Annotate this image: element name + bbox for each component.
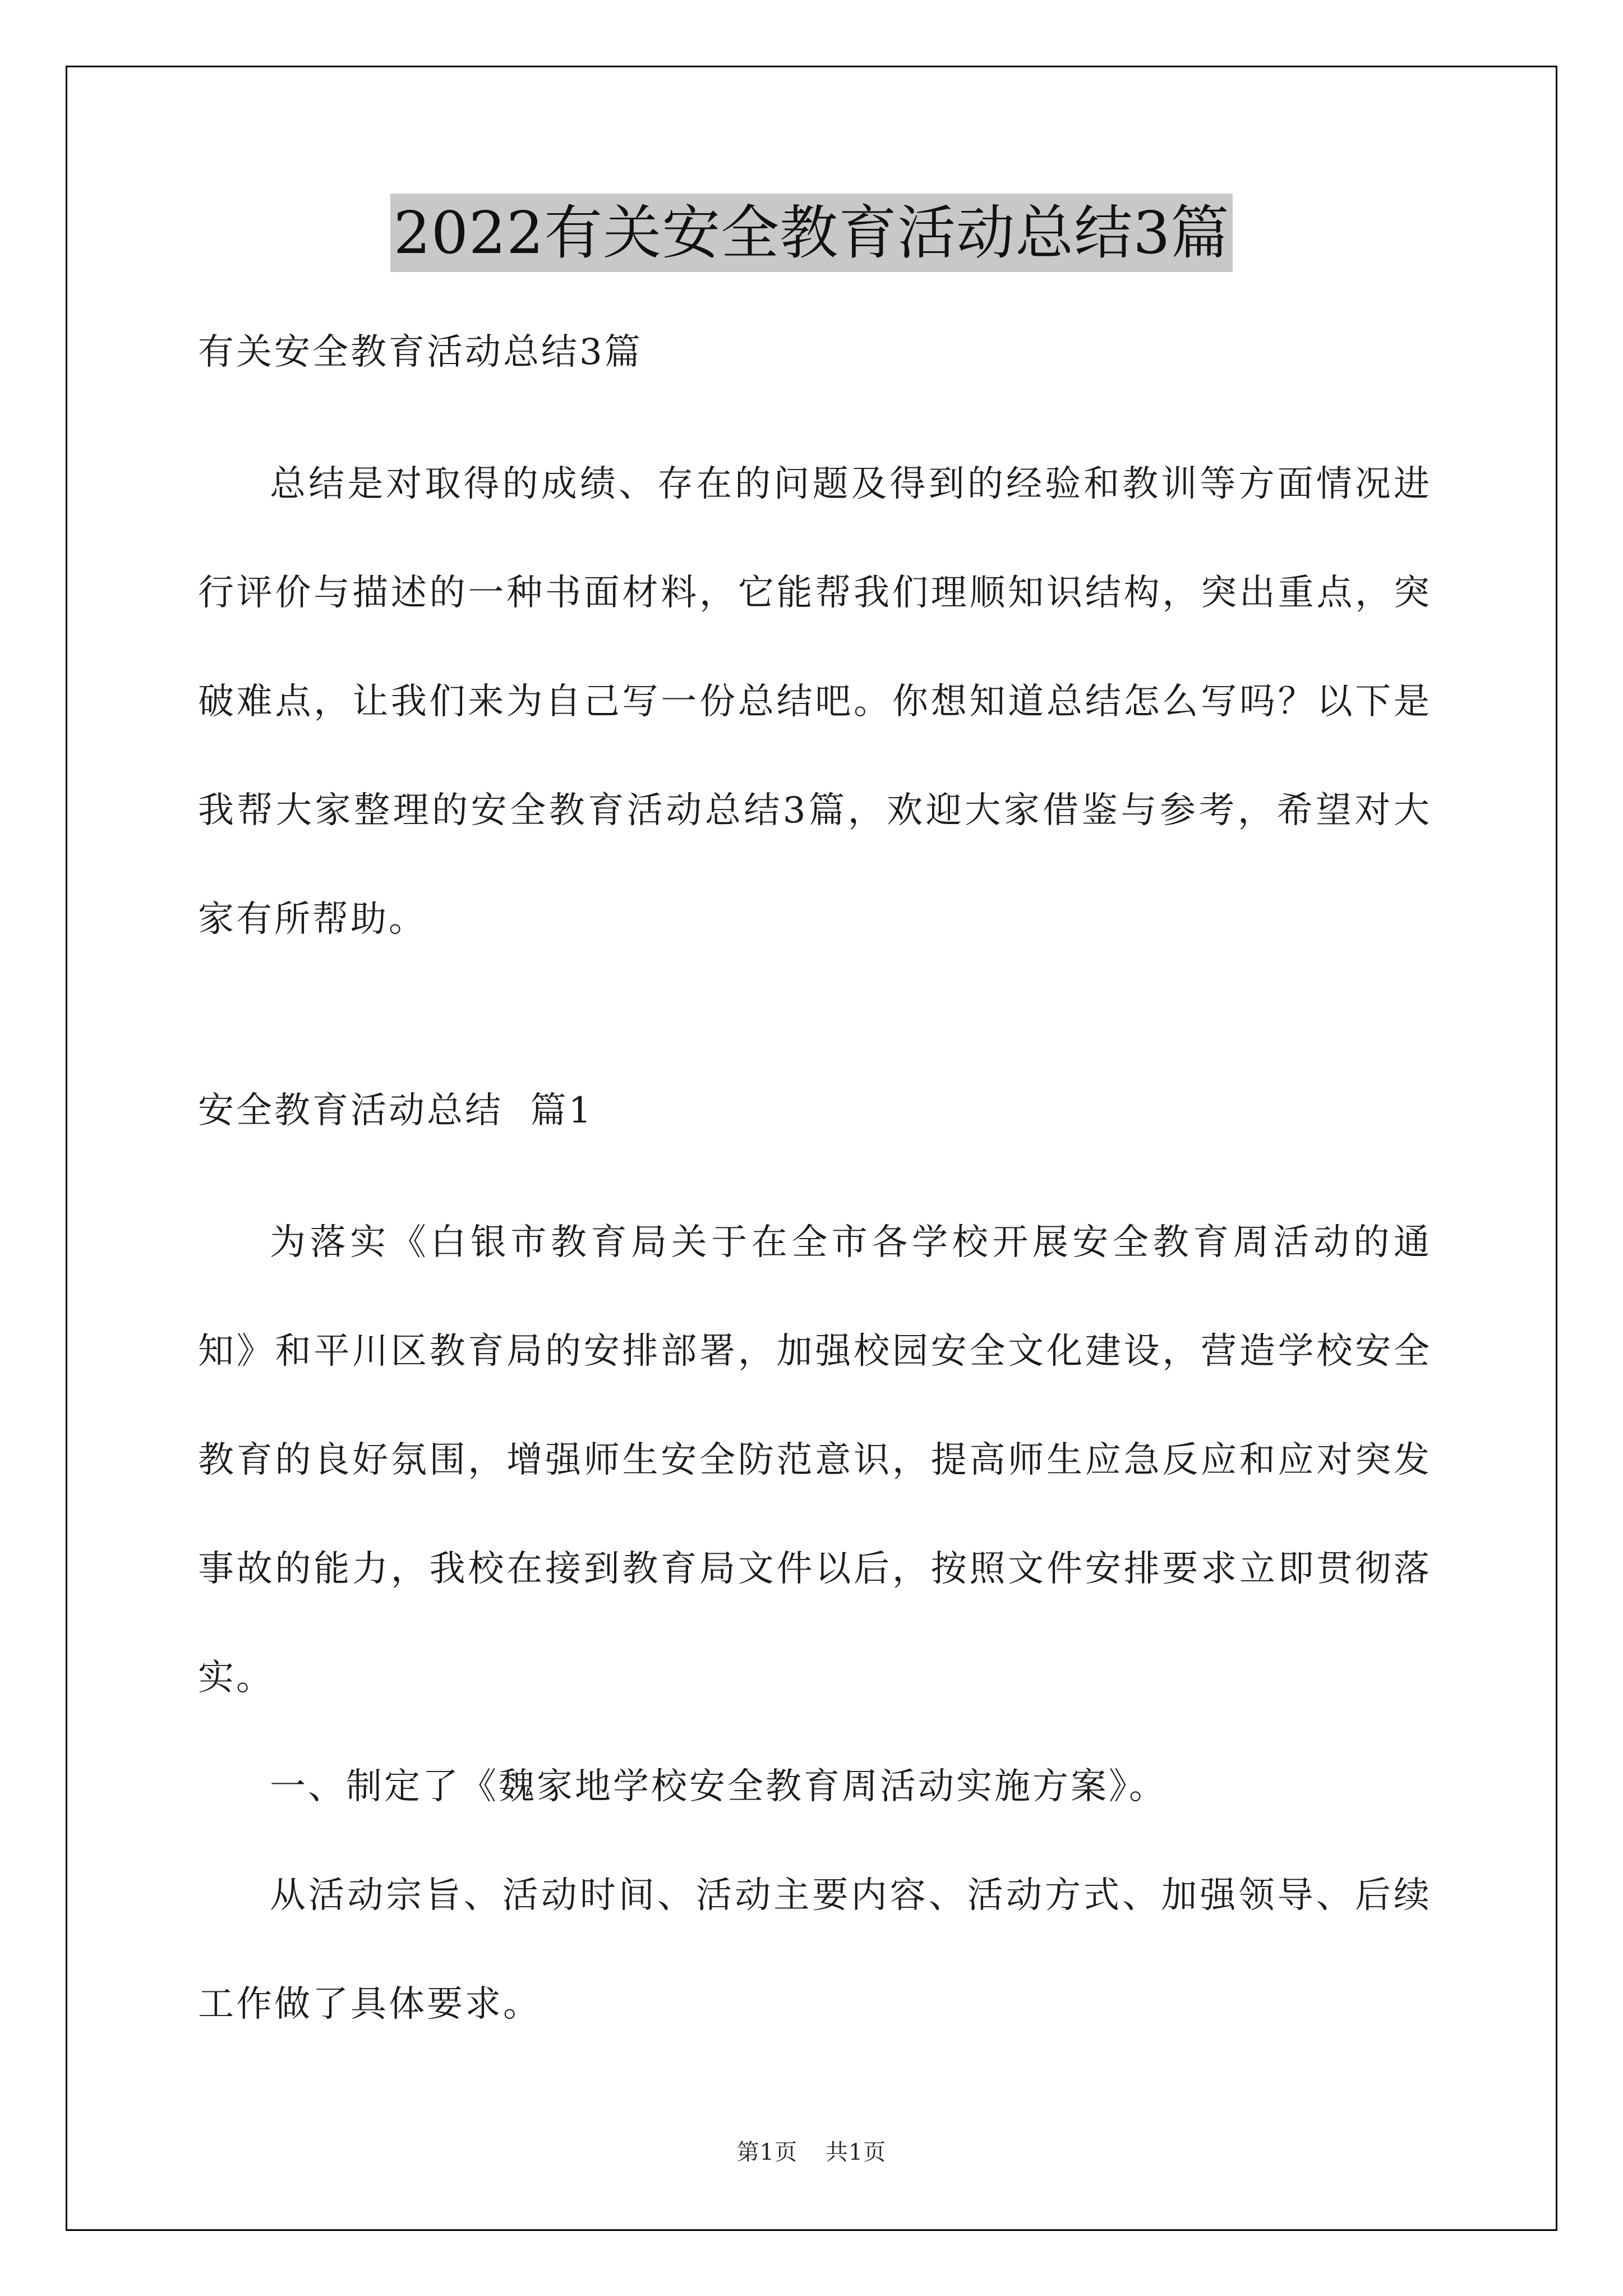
title-container bbox=[0, 194, 1623, 272]
section-paragraph: 一、制定了《魏家地学校安全教育周活动实施方案》。 bbox=[270, 1766, 1167, 1807]
page-number-total: 共1页 bbox=[825, 2139, 887, 2165]
section1-body bbox=[198, 1188, 1432, 2059]
subtitle-block bbox=[198, 319, 1432, 386]
section-heading: 安全教育活动总结 篇1 bbox=[198, 1090, 594, 1131]
page-number-current: 第1页 bbox=[736, 2139, 798, 2165]
document-subtitle: 有关安全教育活动总结3篇 bbox=[198, 332, 643, 373]
intro-paragraph: 总结是对取得的成绩、存在的问题及得到的经验和教训等方面情况进行评价与描述的一种书面材料，它能帮我们理顺知识结构，突出重点，突破难点，让我们来为自己写一份总结吧。你想知道总结怎么写吗？以下是我帮大家整理的安全教育活动总结3篇，欢迎大家借鉴与参考，希望对大家有所帮助。 bbox=[198, 463, 1432, 940]
page-footer bbox=[0, 2134, 1623, 2166]
section1-heading-block bbox=[198, 1077, 1432, 1144]
section-paragraph: 从活动宗旨、活动时间、活动主要内容、活动方式、加强领导、后续工作做了具体要求。 bbox=[198, 1875, 1432, 2025]
section-paragraph: 为落实《白银市教育局关于在全市各学校开展安全教育周活动的通知》和平川区教育局的安排部署，加强校园安全文化建设，营造学校安全教育的良好氛围，增强师生安全防范意识，提高师生应急反应和应对突发事故的能力，我校在接到教育局文件以后，按照文件安排要求立即贯彻落实。 bbox=[198, 1222, 1432, 1699]
intro-block bbox=[198, 430, 1432, 974]
document-title: 2022有关安全教育活动总结3篇 bbox=[390, 194, 1233, 272]
